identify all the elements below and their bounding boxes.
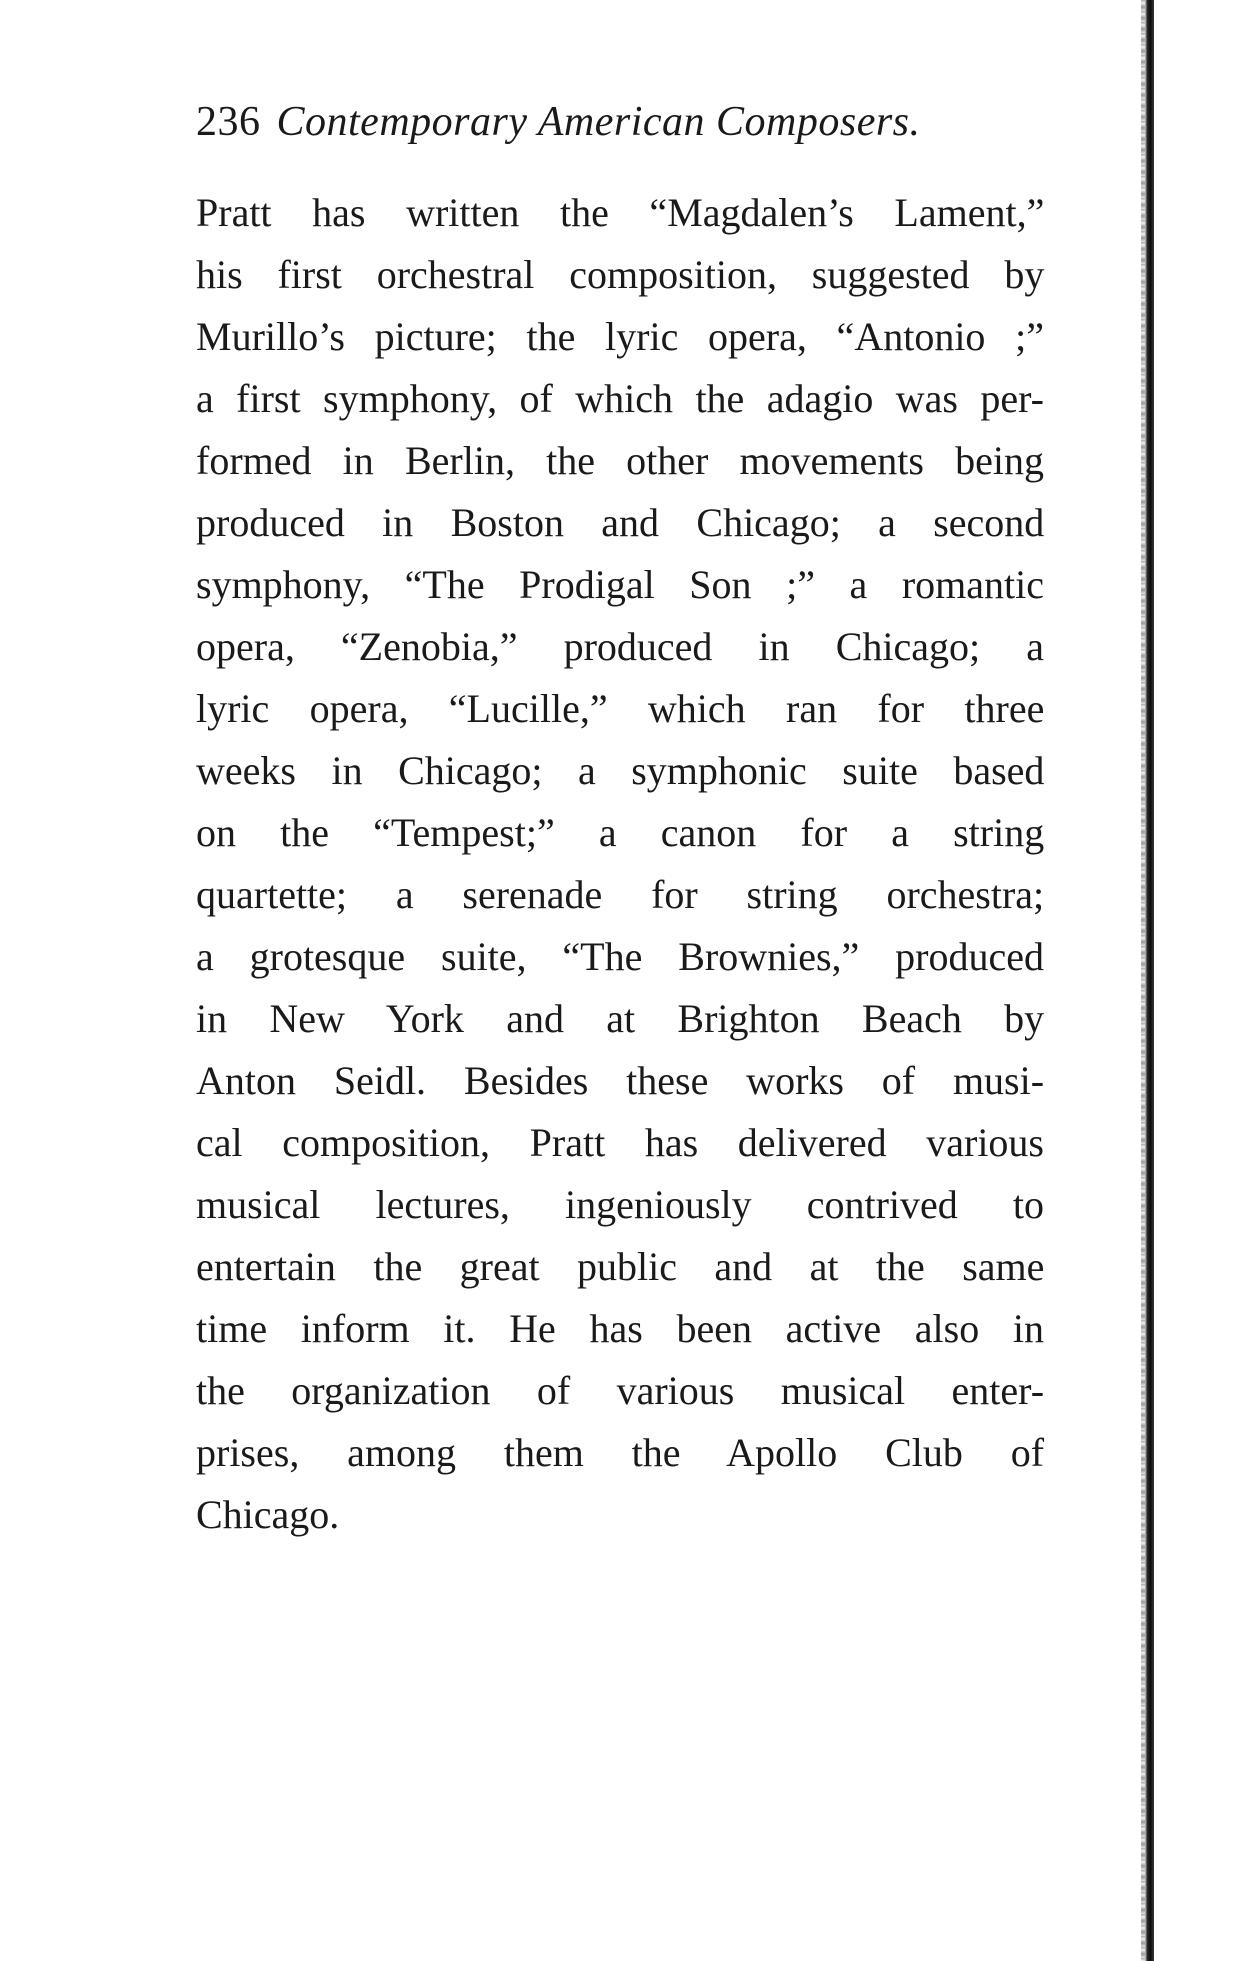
text-line: a first symphony, of which the adagio was per- xyxy=(196,376,1044,421)
running-head xyxy=(196,94,921,150)
text-line: cal composition, Pratt has delivered various xyxy=(196,1120,1044,1165)
book-title: Contemporary American Composers. xyxy=(276,99,921,145)
text-line: quartette; a serenade for string orchestra; xyxy=(196,872,1045,917)
text-line: weeks in Chicago; a symphonic suite based xyxy=(196,748,1045,793)
text-line: the organization of various musical enter- xyxy=(196,1368,1045,1413)
text-line: lyric opera, “Lucille,” which ran for three xyxy=(196,686,1045,731)
text-line: a grotesque suite, “The Brownies,” produced xyxy=(196,934,1044,979)
text-line: symphony, “The Prodigal Son ;” a romantic xyxy=(196,562,1044,607)
text-line: in New York and at Brighton Beach by xyxy=(196,996,1045,1041)
text-line: his first orchestral composition, suggested by xyxy=(196,252,1045,297)
text-line: produced in Boston and Chicago; a second xyxy=(196,500,1045,545)
page-edge-shadow xyxy=(1145,0,1154,1961)
body-text xyxy=(196,182,1044,1546)
text-line: Anton Seidl. Besides these works of musi- xyxy=(196,1058,1045,1103)
text-line: entertain the great public and at the same xyxy=(196,1244,1045,1289)
text-line: formed in Berlin, the other movements being xyxy=(196,438,1044,483)
text-line: musical lectures, ingeniously contrived to xyxy=(196,1182,1044,1227)
text-line-last: Chicago. xyxy=(196,1492,340,1537)
text-line: Pratt has written the “Magdalen’s Lament,” xyxy=(196,190,1045,235)
text-line: Murillo’s picture; the lyric opera, “Antonio ;” xyxy=(196,314,1044,359)
text-line: prises, among them the Apollo Club of xyxy=(196,1430,1045,1475)
text-line: opera, “Zenobia,” produced in Chicago; a xyxy=(196,624,1044,669)
text-line: on the “Tempest;” a canon for a string xyxy=(196,810,1045,855)
page-number: 236 xyxy=(196,99,261,145)
text-line: time inform it. He has been active also in xyxy=(196,1306,1044,1351)
